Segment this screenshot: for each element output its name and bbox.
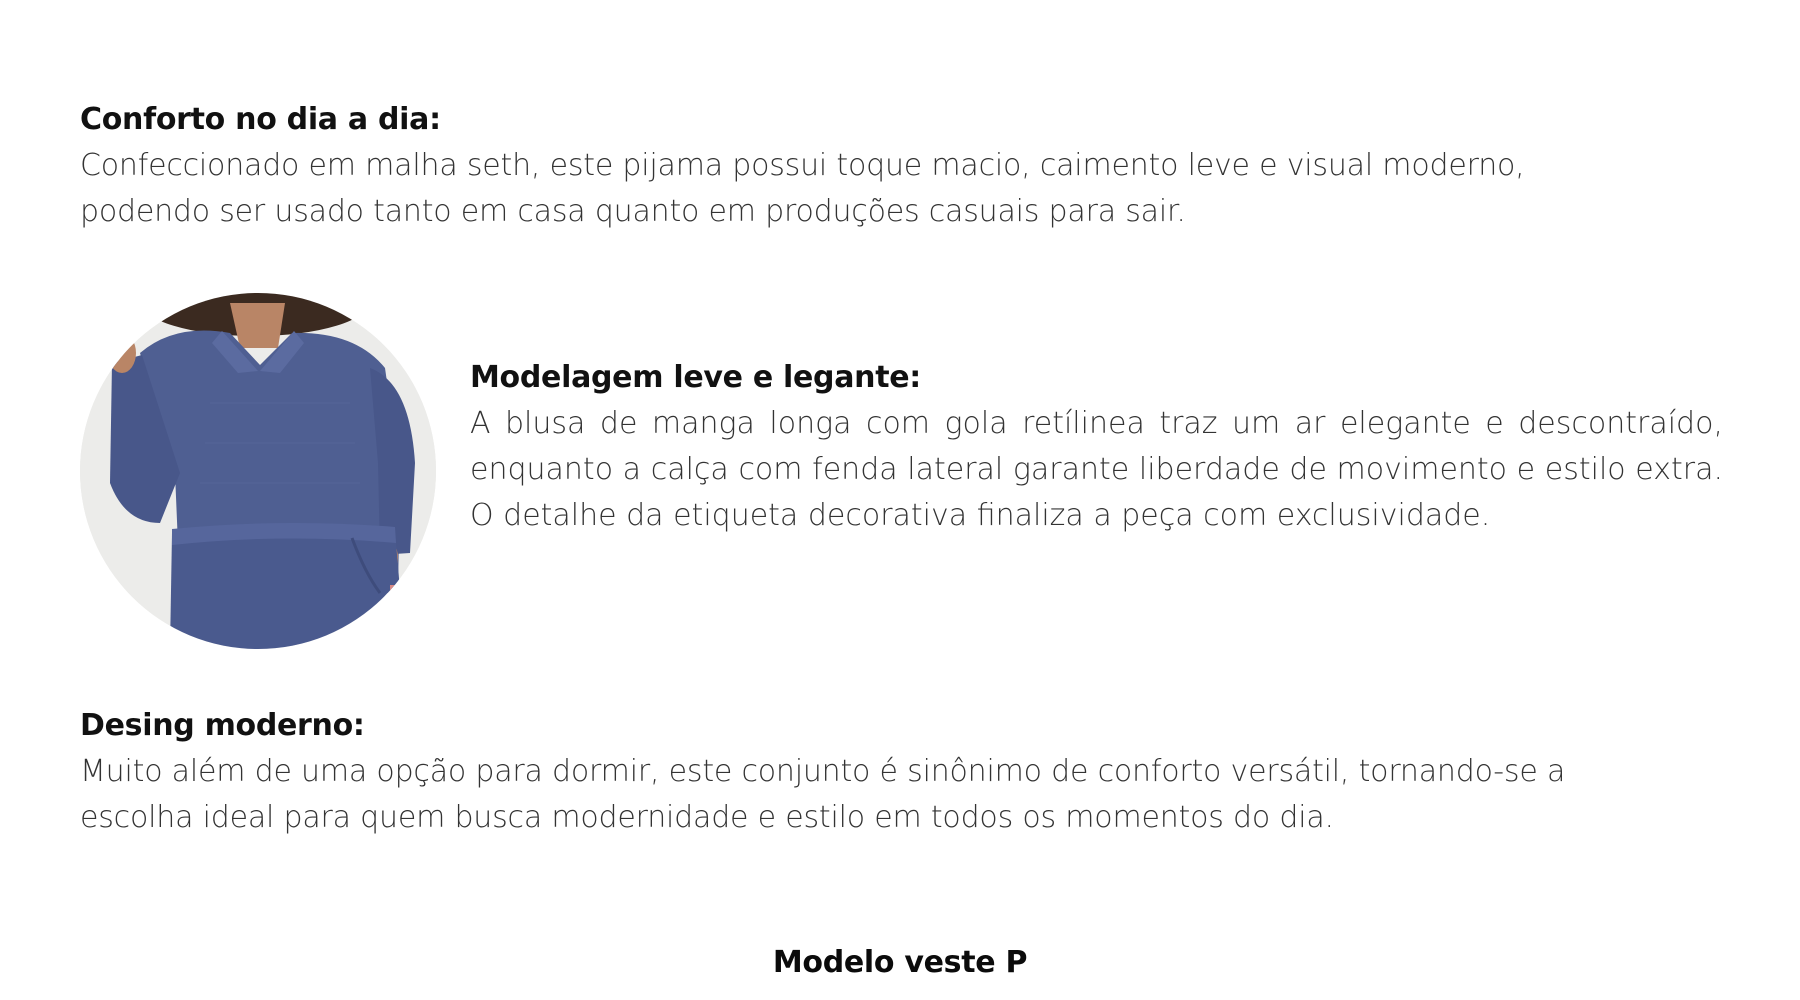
section-text-modelagem: A blusa de manga longa com gola retílinea traz um ar elegante e descontraído, enquanto a calça com fenda lateral garante liberdade de movimento e estilo extra. O detalhe da etiqueta decorativa finaliza a peça com exclusividade.	[470, 406, 1723, 533]
product-photo	[80, 293, 436, 649]
section-title-design: Desing moderno:	[80, 708, 365, 743]
section-design	[80, 703, 1640, 841]
section-title-modelagem: Modelagem leve e legante:	[470, 360, 921, 395]
model-photo-icon	[80, 293, 436, 649]
section-title-conforto: Conforto no dia a dia:	[80, 102, 441, 137]
section-text-design: Muito além de uma opção para dormir, este conjunto é sinônimo de conforto versátil, tornando-se a escolha ideal para quem busca modernidade e estilo em todos os momentos do dia.	[80, 754, 1566, 835]
section-text-conforto: Confeccionado em malha seth, este pijama possui toque macio, caimento leve e visual moderno, podendo ser usado tanto em casa quanto em produções casuais para sair.	[80, 148, 1525, 229]
section-conforto	[80, 97, 1530, 235]
section-modelagem	[470, 355, 1723, 539]
model-size-caption: Modelo veste P	[772, 945, 1028, 980]
